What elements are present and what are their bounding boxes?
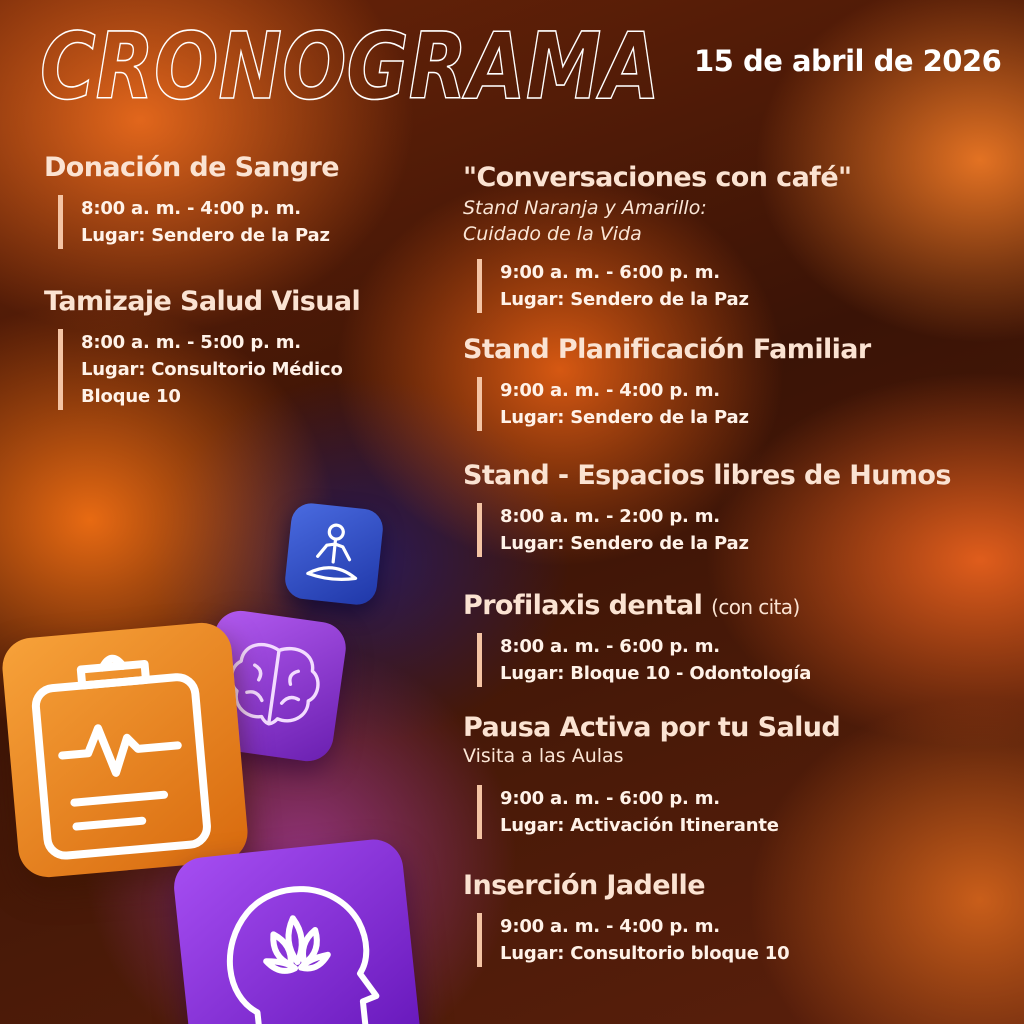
event-time: 9:00 a. m. - 6:00 p. m. xyxy=(500,262,720,283)
event-title: Pausa Activa por tu Salud xyxy=(463,712,841,743)
event-date: 15 de abril de 2026 xyxy=(694,44,1002,78)
event-subtitle-2: Cuidado de la Vida xyxy=(463,223,642,245)
event-title: Inserción Jadelle xyxy=(463,870,705,901)
event-detail xyxy=(58,329,360,410)
title-cronograma xyxy=(36,18,676,110)
event-note: (con cita) xyxy=(711,595,800,619)
mental-health-lotus-icon xyxy=(171,837,423,1024)
event-place: Lugar: Sendero de la Paz xyxy=(500,407,749,428)
event-pausa-activa xyxy=(463,712,840,839)
event-place: Lugar: Consultorio Médico xyxy=(81,359,343,380)
event-tamizaje-visual xyxy=(44,286,360,410)
event-detail xyxy=(477,913,789,967)
event-detail xyxy=(477,377,871,431)
event-insercion-jadelle xyxy=(463,870,789,967)
clipboard-tile xyxy=(0,620,250,879)
event-detail xyxy=(58,195,339,249)
event-subtitle: Stand Naranja y Amarillo: xyxy=(463,197,707,219)
meditation-tile xyxy=(283,501,385,606)
event-place-extra: Bloque 10 xyxy=(81,386,181,407)
event-time: 9:00 a. m. - 6:00 p. m. xyxy=(500,788,720,809)
clipboard-heartbeat-icon xyxy=(0,620,250,879)
event-subtitle: Visita a las Aulas xyxy=(463,745,624,767)
title-text: CRONOGRAMA xyxy=(40,18,660,110)
event-place: Lugar: Sendero de la Paz xyxy=(500,533,749,554)
event-place: Lugar: Consultorio bloque 10 xyxy=(500,943,790,964)
event-planificacion-familiar xyxy=(463,334,871,431)
event-time: 8:00 a. m. - 2:00 p. m. xyxy=(500,506,720,527)
event-title-row xyxy=(463,590,811,621)
event-time: 9:00 a. m. - 4:00 p. m. xyxy=(500,916,720,937)
event-title: Profilaxis dental xyxy=(463,590,703,621)
event-title: Donación de Sangre xyxy=(44,152,339,183)
event-detail xyxy=(477,633,811,687)
event-donacion-sangre xyxy=(44,152,339,249)
event-detail xyxy=(477,259,852,313)
event-time: 8:00 a. m. - 5:00 p. m. xyxy=(81,332,301,353)
event-place: Lugar: Bloque 10 - Odontología xyxy=(500,663,812,684)
event-conversaciones-cafe xyxy=(463,162,852,313)
event-detail xyxy=(477,503,951,557)
meditation-icon xyxy=(283,501,385,606)
event-espacios-libres-humo xyxy=(463,460,951,557)
mental-health-tile xyxy=(171,837,423,1024)
event-place: Lugar: Sendero de la Paz xyxy=(500,289,749,310)
event-title: Stand Planificación Familiar xyxy=(463,334,871,365)
event-detail xyxy=(477,785,840,839)
event-title: "Conversaciones con café" xyxy=(463,162,852,193)
event-time: 8:00 a. m. - 4:00 p. m. xyxy=(81,198,301,219)
event-place: Lugar: Sendero de la Paz xyxy=(81,225,330,246)
event-time: 8:00 a. m. - 6:00 p. m. xyxy=(500,636,720,657)
event-profilaxis-dental xyxy=(463,590,811,687)
event-place: Lugar: Activación Itinerante xyxy=(500,815,779,836)
event-time: 9:00 a. m. - 4:00 p. m. xyxy=(500,380,720,401)
event-title: Tamizaje Salud Visual xyxy=(44,286,361,317)
event-title: Stand - Espacios libres de Humos xyxy=(463,460,951,491)
